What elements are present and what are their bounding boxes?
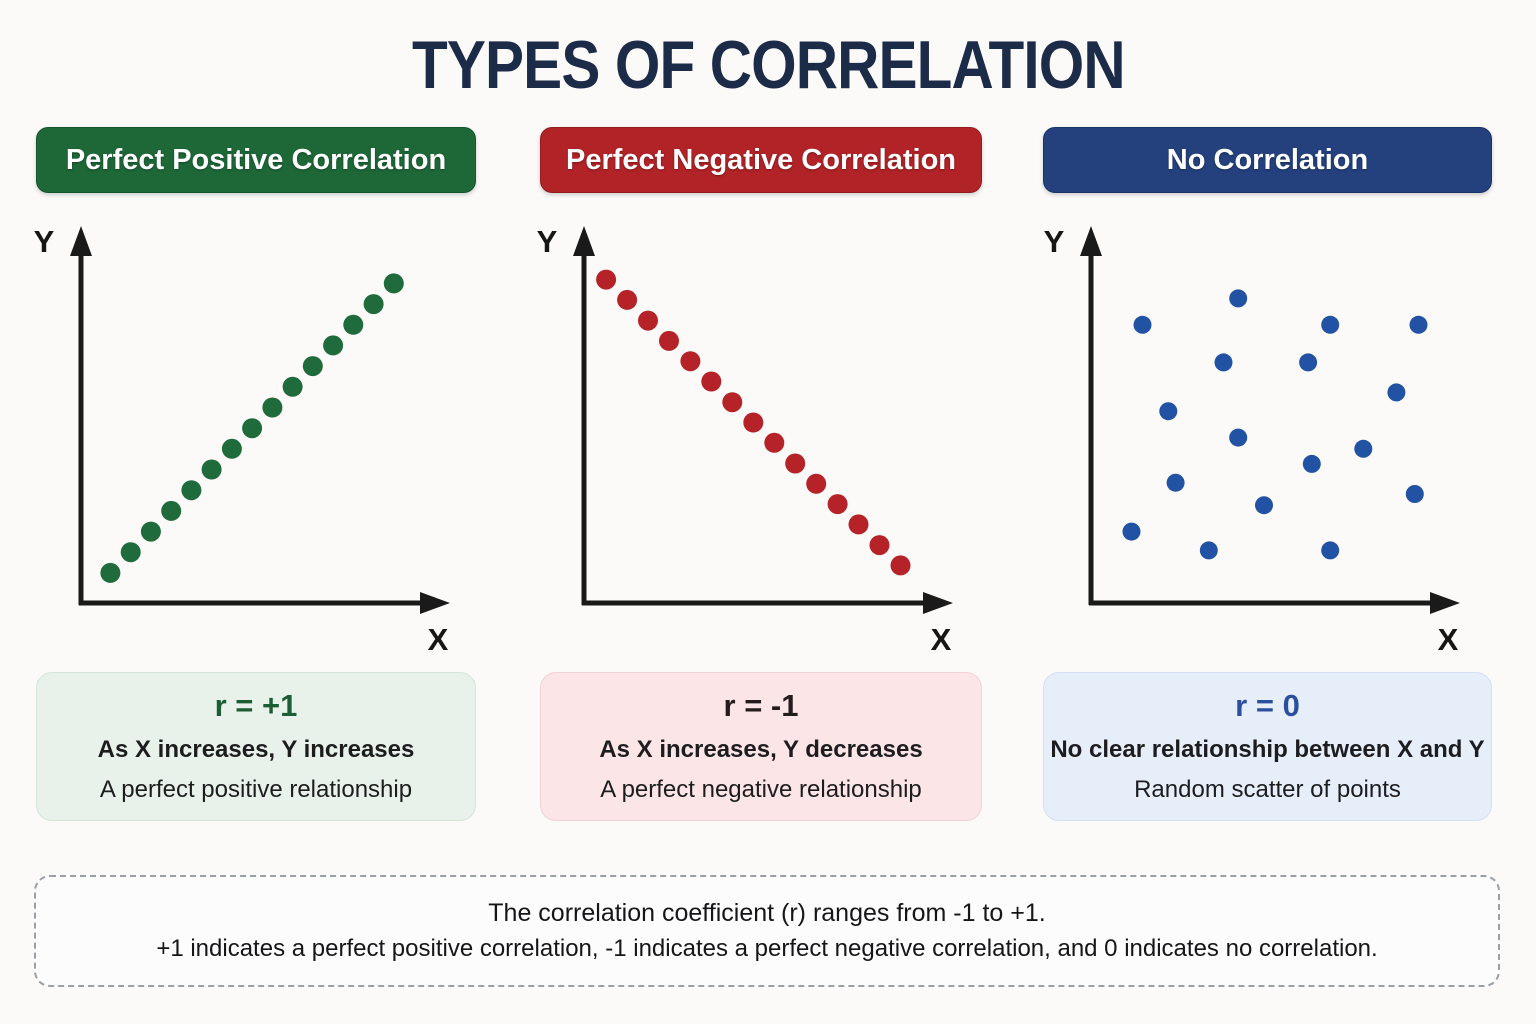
scatter-plot-positive [20, 210, 480, 660]
badge-no-correlation [1043, 127, 1492, 193]
y-axis-arrow-icon [70, 226, 92, 256]
scatter-point [1134, 316, 1152, 334]
scatter-point [1215, 353, 1233, 371]
scatter-point [1387, 383, 1405, 401]
scatter-point [1229, 429, 1247, 447]
scatter-point [870, 535, 890, 555]
scatter-point [181, 480, 201, 500]
scatter-point [785, 454, 805, 474]
scatter-point [659, 331, 679, 351]
x-axis-arrow-icon [420, 592, 450, 614]
scatter-point [722, 392, 742, 412]
scatter-point [303, 356, 323, 376]
r-value: r = +1 [214, 688, 298, 723]
y-axis-label: Y [1043, 224, 1065, 259]
scatter-plot-negative [523, 210, 983, 660]
description-box-positive [36, 672, 476, 821]
scatter-point [1229, 289, 1247, 307]
x-axis-label: X [1437, 622, 1459, 657]
scatter-point [262, 398, 282, 418]
page-title: TYPES OF CORRELATION [411, 27, 1125, 103]
description-box-negative [540, 672, 982, 821]
scatter-point [1159, 402, 1177, 420]
scatter-point [596, 270, 616, 290]
footer-note-box [34, 875, 1500, 987]
scatter-point [1299, 353, 1317, 371]
scatter-point [343, 315, 363, 335]
scatter-point [323, 335, 343, 355]
scatter-point [1410, 316, 1428, 334]
description-box-no-correlation [1043, 672, 1492, 821]
scatter-point [242, 418, 262, 438]
scatter-point [638, 311, 658, 331]
scatter-point [100, 563, 120, 583]
y-axis-label: Y [536, 224, 558, 259]
scatter-point [743, 413, 763, 433]
x-axis-label: X [427, 622, 449, 657]
scatter-point [1255, 496, 1273, 514]
scatter-point [202, 460, 222, 480]
badge-perfect-positive-correlation [36, 127, 476, 193]
y-axis-label: Y [33, 224, 55, 259]
scatter-point [384, 273, 404, 293]
x-axis-label: X [930, 622, 952, 657]
scatter-point [141, 522, 161, 542]
x-axis-arrow-icon [1430, 592, 1460, 614]
y-axis-arrow-icon [573, 226, 595, 256]
scatter-point [283, 377, 303, 397]
scatter-point [806, 474, 826, 494]
badge-perfect-negative-correlation [540, 127, 982, 193]
scatter-point [1354, 440, 1372, 458]
x-axis-arrow-icon [923, 592, 953, 614]
scatter-point [1167, 474, 1185, 492]
footer-line-2: +1 indicates a perfect positive correlation, -1 indicates a perfect negative correlation, and 0 indicates no correlation. [156, 935, 1378, 962]
description-line-2: Random scatter of points [1134, 776, 1401, 803]
scatter-point [222, 439, 242, 459]
footer-line-1: The correlation coefficient (r) ranges from -1 to +1. [488, 899, 1046, 927]
description-line-2: A perfect negative relationship [600, 776, 922, 803]
description-line-1: As X increases, Y decreases [599, 736, 923, 763]
scatter-point [891, 555, 911, 575]
y-axis-arrow-icon [1080, 226, 1102, 256]
scatter-point [121, 542, 141, 562]
scatter-point [161, 501, 181, 521]
scatter-points [100, 273, 403, 583]
description-line-1: As X increases, Y increases [97, 736, 415, 763]
scatter-point [364, 294, 384, 314]
scatter-point [764, 433, 784, 453]
scatter-point [1123, 523, 1141, 541]
scatter-point [1406, 485, 1424, 503]
scatter-point [680, 351, 700, 371]
r-value: r = 0 [1235, 688, 1300, 723]
badge-label: Perfect Positive Correlation [65, 143, 447, 176]
scatter-point [849, 514, 869, 534]
scatter-point [1321, 541, 1339, 559]
scatter-point [1303, 455, 1321, 473]
scatter-point [701, 372, 721, 392]
scatter-points [1123, 289, 1428, 559]
scatter-plot-no-correlation [1030, 210, 1490, 660]
scatter-point [1321, 316, 1339, 334]
scatter-point [617, 290, 637, 310]
description-line-1: No clear relationship between X and Y [1050, 736, 1485, 763]
scatter-point [828, 494, 848, 514]
scatter-points [596, 270, 910, 576]
badge-label: Perfect Negative Correlation [565, 143, 956, 176]
description-line-2: A perfect positive relationship [99, 776, 413, 803]
r-value: r = -1 [723, 688, 799, 723]
scatter-point [1200, 541, 1218, 559]
badge-label: No Correlation [1166, 143, 1369, 176]
